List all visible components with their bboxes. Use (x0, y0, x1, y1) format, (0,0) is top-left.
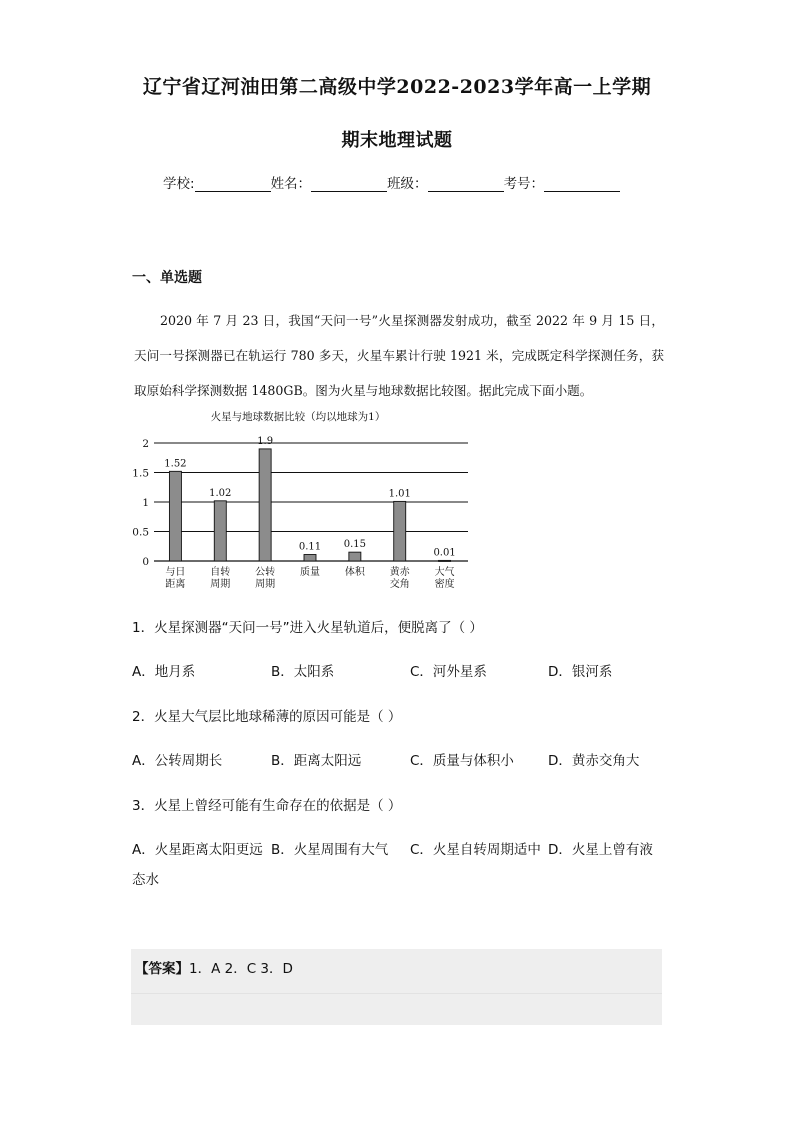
answer-label: 【答案】 (135, 961, 189, 977)
y-tick-label: 1 (142, 497, 149, 509)
bar-value-label: 1.52 (164, 458, 187, 470)
bar-value-label: 0.01 (433, 547, 456, 559)
x-category-label: 自转 (210, 567, 231, 578)
q3-option-d[interactable]: D．火星上曾有液 (548, 842, 653, 858)
bar (394, 501, 406, 561)
bar-value-label: 1.02 (209, 487, 232, 499)
q2-option-d[interactable]: D．黄赤交角大 (548, 753, 640, 769)
question-3: 3．火星上曾经可能有生命存在的依据是（ ） (132, 798, 402, 814)
bar (349, 552, 361, 561)
x-category-label: 周期 (210, 579, 231, 590)
x-category-label: 与日 (165, 567, 186, 578)
bar-value-label: 0.15 (343, 539, 366, 551)
name-label: 姓名： (270, 176, 312, 192)
mars-earth-comparison-chart (128, 405, 478, 590)
q2-option-c[interactable]: C．质量与体积小 (410, 753, 514, 769)
bar-value-label: 0.11 (298, 541, 322, 553)
question-1: 1．火星探测器“天问一号”进入火星轨道后，便脱离了（ ） (132, 620, 483, 636)
bar (214, 501, 226, 561)
bar (439, 560, 451, 561)
x-category-label: 公转 (255, 567, 276, 578)
id-label: 考号： (503, 176, 545, 192)
y-tick-label: 1.5 (132, 467, 149, 480)
q3-option-d-continued: 态水 (132, 872, 159, 888)
y-tick-label: 0 (142, 556, 149, 568)
chart-title: 火星与地球数据比较（均以地球为1） (210, 411, 386, 423)
x-category-label: 密度 (434, 579, 455, 590)
id-blank[interactable] (544, 177, 620, 192)
bar (169, 471, 181, 561)
answer-box (131, 949, 662, 1025)
school-blank[interactable] (195, 177, 271, 192)
answer-divider (131, 993, 662, 994)
x-category-label: 距离 (165, 579, 186, 590)
q1-option-b[interactable]: B．太阳系 (271, 664, 335, 680)
name-blank[interactable] (311, 177, 387, 192)
q1-option-d[interactable]: D．银河系 (548, 664, 613, 680)
reading-passage: 2020 年 7 月 23 日，我国“天问一号”火星探测器发射成功，截至 2022 年 9 月 15 日，天问一号探测器已在轨运行 780 多天，火星车累计行驶 1921 米，完成既定科学探测任务，获取原始科学探测数据 1480GB。图为火星与地球数据比较图。据此完成下面小题。 (134, 313, 664, 398)
q1-option-c[interactable]: C．河外星系 (410, 664, 487, 680)
bar-value-label: 1.01 (388, 488, 411, 500)
x-category-label: 黄赤 (389, 567, 410, 578)
exam-title-line1: 辽宁省辽河油田第二高级中学2022-2023学年高一上学期 (142, 76, 652, 98)
bar (259, 449, 271, 561)
x-category-label: 周期 (255, 579, 276, 590)
question-2: 2．火星大气层比地球稀薄的原因可能是（ ） (132, 709, 402, 725)
class-blank[interactable] (428, 177, 504, 192)
answer-line (135, 957, 293, 977)
y-tick-label: 2 (142, 438, 149, 450)
q2-option-b[interactable]: B．距离太阳远 (271, 753, 362, 769)
x-category-label: 交角 (389, 579, 410, 590)
section-title: 一、单选题 (132, 270, 202, 286)
q1-option-a[interactable]: A．地月系 (132, 664, 196, 680)
q3-option-b[interactable]: B．火星周围有大气 (271, 842, 389, 858)
school-label: 学校: (163, 176, 195, 192)
q3-option-a[interactable]: A．火星距离太阳更远 (132, 842, 263, 858)
bar-value-label: 1.9 (257, 435, 274, 447)
bar (304, 555, 316, 561)
answer-values: 1．A 2．C 3．D (189, 961, 293, 977)
class-label: 班级： (387, 176, 428, 192)
exam-title-line2: 期末地理试题 (341, 130, 453, 151)
student-info-row (163, 172, 620, 192)
x-category-label: 体积 (344, 567, 365, 578)
q2-option-a[interactable]: A．公转周期长 (132, 753, 223, 769)
x-category-label: 质量 (300, 567, 320, 578)
x-category-label: 大气 (434, 567, 455, 578)
q3-option-c[interactable]: C．火星自转周期适中 (410, 842, 541, 858)
y-tick-label: 0.5 (132, 526, 149, 539)
